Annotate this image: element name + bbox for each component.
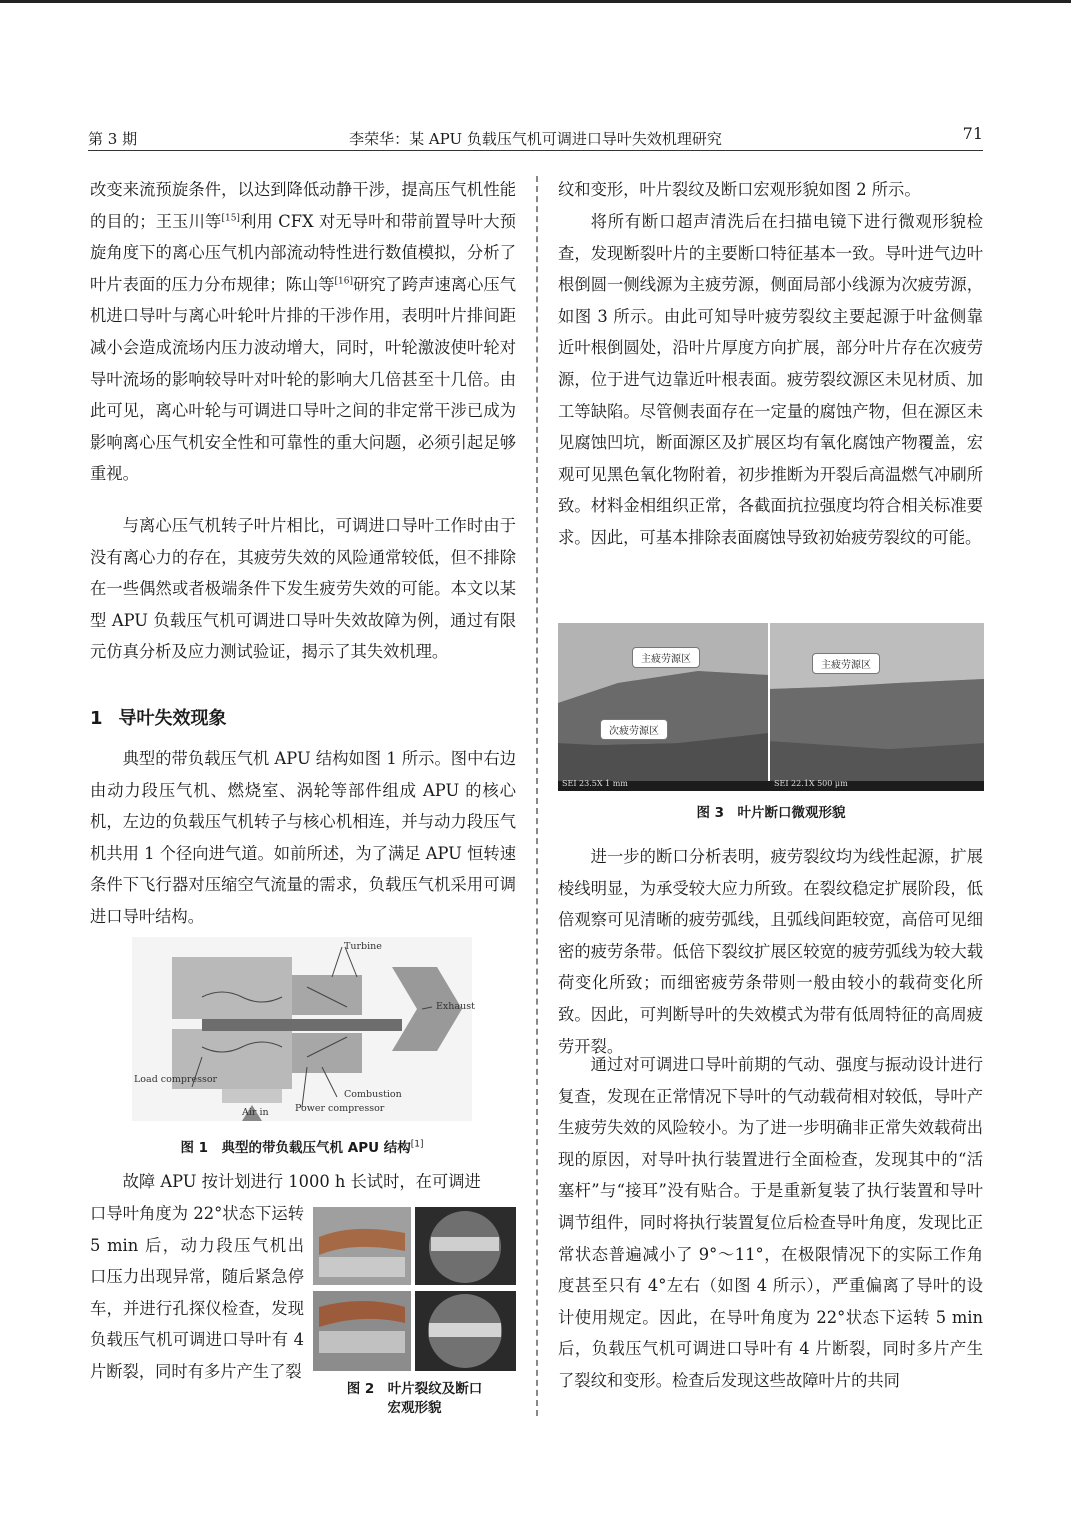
power-compressor-label: Power compressor xyxy=(295,1103,385,1114)
paragraph-text: 典型的带负载压气机 APU 结构如图 1 所示。图中右边由动力段压气机、燃烧室、涡轮等部件组成 APU 的核心机，左边的负载压气机转子与核心机相连，并与动力段压气机共用 1 个径向进气道。如前所述，为了满足 APU 恒转速条件下飞行器对压缩空气流量的需求，负载压气机采用可调进口导叶结构。 xyxy=(90,749,516,926)
paragraph-text: 故障 APU 按计划进行 1000 h 长试时，在可调进 xyxy=(122,1172,481,1191)
figure-1-apu-diagram xyxy=(132,937,475,1121)
combustion-label: Combustion xyxy=(344,1089,402,1100)
primary-source-callout: 主疲劳源区 xyxy=(632,647,700,668)
figure-3-caption: 图 3 叶片断口微观形貌 xyxy=(696,805,846,821)
citation: [1] xyxy=(410,1139,424,1150)
caption-line: 图 2 叶片裂纹及断口 xyxy=(346,1381,483,1397)
turbine-label: Turbine xyxy=(344,941,382,952)
apu-cross-section xyxy=(132,937,472,1121)
load-compressor-label: Load compressor xyxy=(134,1074,218,1085)
page-number: 71 xyxy=(962,124,983,143)
paragraph-text: 通过对可调进口导叶前期的气动、强度与振动设计进行复查，发现在正常情况下导叶的气动载荷相对较低，导叶产生疲劳失效的风险较小。为了进一步明确非正常失效载荷出现的原因，对导叶执行装置进行全面检查，发现其中的“活塞杆”与“接耳”没有贴合。于是重新复装了执行装置和导叶调节组件，同时将执行装置复位后检查导叶角度，发现比正常状态普遍减小了 9°～11°，在极限情况下的实际工作角度甚至只有 4°左右（如图 4 所示），严重偏离了导叶的设计使用规定。因此，在导叶角度为 22°状态下运转 5 min 后，负载压气机可调进口导叶有 4 片断裂，同时多片产生了裂纹和变形。检查后发现这些故障叶片的共同 xyxy=(558,1055,983,1390)
left-paragraph-4 xyxy=(90,1198,304,1388)
section-number: 1 xyxy=(90,708,103,729)
scale-bar-left: SEI 23.5X 1 mm xyxy=(562,779,628,788)
figure-2-caption xyxy=(313,1380,516,1418)
blade-fracture-photos xyxy=(313,1207,516,1371)
column-divider xyxy=(536,176,538,1416)
running-header xyxy=(88,124,983,150)
primary-source-callout: 主疲劳源区 xyxy=(812,653,880,674)
section-title: 导叶失效现象 xyxy=(118,708,227,729)
figure-2-photos xyxy=(313,1207,516,1371)
running-title: 李荣华：某 APU 负载压气机可调进口导叶失效机理研究 xyxy=(349,130,722,148)
right-paragraph-3 xyxy=(558,841,983,1062)
header-rule xyxy=(88,150,983,151)
issue-number: 第 3 期 xyxy=(88,130,138,148)
paragraph-text: 与离心压气机转子叶片相比，可调进口导叶工作时由于没有离心力的存在，其疲劳失效的风险通常较低，但不排除在一些偶然或者极端条件下发生疲劳失效的可能。本文以某型 APU 负载压气机可调进口导叶失效故障为例，通过有限元仿真分析及应力测试验证，揭示了其失效机理。 xyxy=(90,516,516,662)
paragraph-text: 将所有断口超声清洗后在扫描电镜下进行微观形貌检查，发现断裂叶片的主要断口特征基本一致。导叶进气边叶根倒圆一侧线源为主疲劳源，侧面局部小线源为次疲劳源，如图 3 所示。由此可知导叶疲劳裂纹主要起源于叶盆侧靠近叶根倒圆处，沿叶片厚度方向扩展，部分叶片存在次疲劳源，位于进气边靠近叶根表面。疲劳裂纹源区未见材质、加工等缺陷。尽管侧表面存在一定量的腐蚀产物，但在源区未见腐蚀凹坑，断面源区及扩展区均有氧化腐蚀产物覆盖，宏观可见黑色氧化物附着，初步推断为开裂后高温燃气冲刷所致。材料金相组织正常，各截面抗拉强度均符合相关标准要求。因此，可基本排除表面腐蚀导致初始疲劳裂纹的可能。 xyxy=(558,212,983,547)
left-paragraph-1 xyxy=(90,174,516,490)
section-heading xyxy=(90,704,227,730)
right-paragraph-1 xyxy=(558,174,983,206)
top-border xyxy=(0,0,1071,3)
paragraph-text: 纹和变形，叶片裂纹及断口宏观形貌如图 2 所示。 xyxy=(558,180,921,199)
citation: [15] xyxy=(221,213,240,224)
paragraph-text: 进一步的断口分析表明，疲劳裂纹均为线性起源，扩展棱线明显，为承受较大应力所致。在裂纹稳定扩展阶段，低倍观察可见清晰的疲劳弧线，且弧线间距较宽，高倍可见细密的疲劳条带。低倍下裂纹扩展区较宽的疲劳弧线为较大载荷变化所致；而细密疲劳条带则一般由较小的载荷变化所致。因此，可判断导叶的失效模式为带有低周特征的高周疲劳开裂。 xyxy=(558,847,983,1056)
right-paragraph-4 xyxy=(558,1049,983,1397)
secondary-source-callout: 次疲劳源区 xyxy=(600,719,668,740)
exhaust-label: Exhaust xyxy=(436,1001,475,1012)
sem-fracture-images xyxy=(558,623,984,791)
scale-bar-right: SEI 22.1X 500 μm xyxy=(774,779,848,788)
text-run: 利用 CFX 对无导叶和带前置导叶大预旋角度下的离心压气机内部流动特性进行数值模拟，分析了叶片表面的压力分布规律；陈山等 xyxy=(90,211,516,294)
citation: [16] xyxy=(334,276,353,287)
air-in-label: Air in xyxy=(242,1107,269,1118)
left-paragraph-3 xyxy=(90,743,516,933)
left-paragraph-2 xyxy=(90,510,516,668)
left-paragraph-4-line xyxy=(90,1166,516,1198)
text-run: 改变来流预旋条件，以达到降低动静干涉，提高压气机性能的目的；王玉川等 xyxy=(90,180,516,231)
right-paragraph-2 xyxy=(558,206,983,554)
figure-3-sem-images xyxy=(558,623,984,791)
figure-1-caption xyxy=(132,1136,472,1156)
text-run: 研究了跨声速离心压气机进口导叶与离心叶轮叶片排的干涉作用，表明叶片排间距减小会造成流场内压力波动增大，同时，叶轮激波使叶轮对导叶流场的影响较导叶对叶轮的影响大几倍甚至十几倍。由此可见，离心叶轮与可调进口导叶之间的非定常干涉已成为影响离心压气机安全性和可靠性的重大问题，必须引起足够重视。 xyxy=(90,274,516,484)
caption-line: 宏观形貌 xyxy=(387,1400,442,1416)
paragraph-text: 口导叶角度为 22°状态下运转 5 min 后，动力段压气机出口压力出现异常，随后紧急停车，并进行孔探仪检查，发现负载压气机可调进口导叶有 4 片断裂，同时有多片产生了裂 xyxy=(90,1204,304,1381)
caption-text: 图 1 典型的带负载压气机 APU 结构 xyxy=(180,1140,411,1156)
